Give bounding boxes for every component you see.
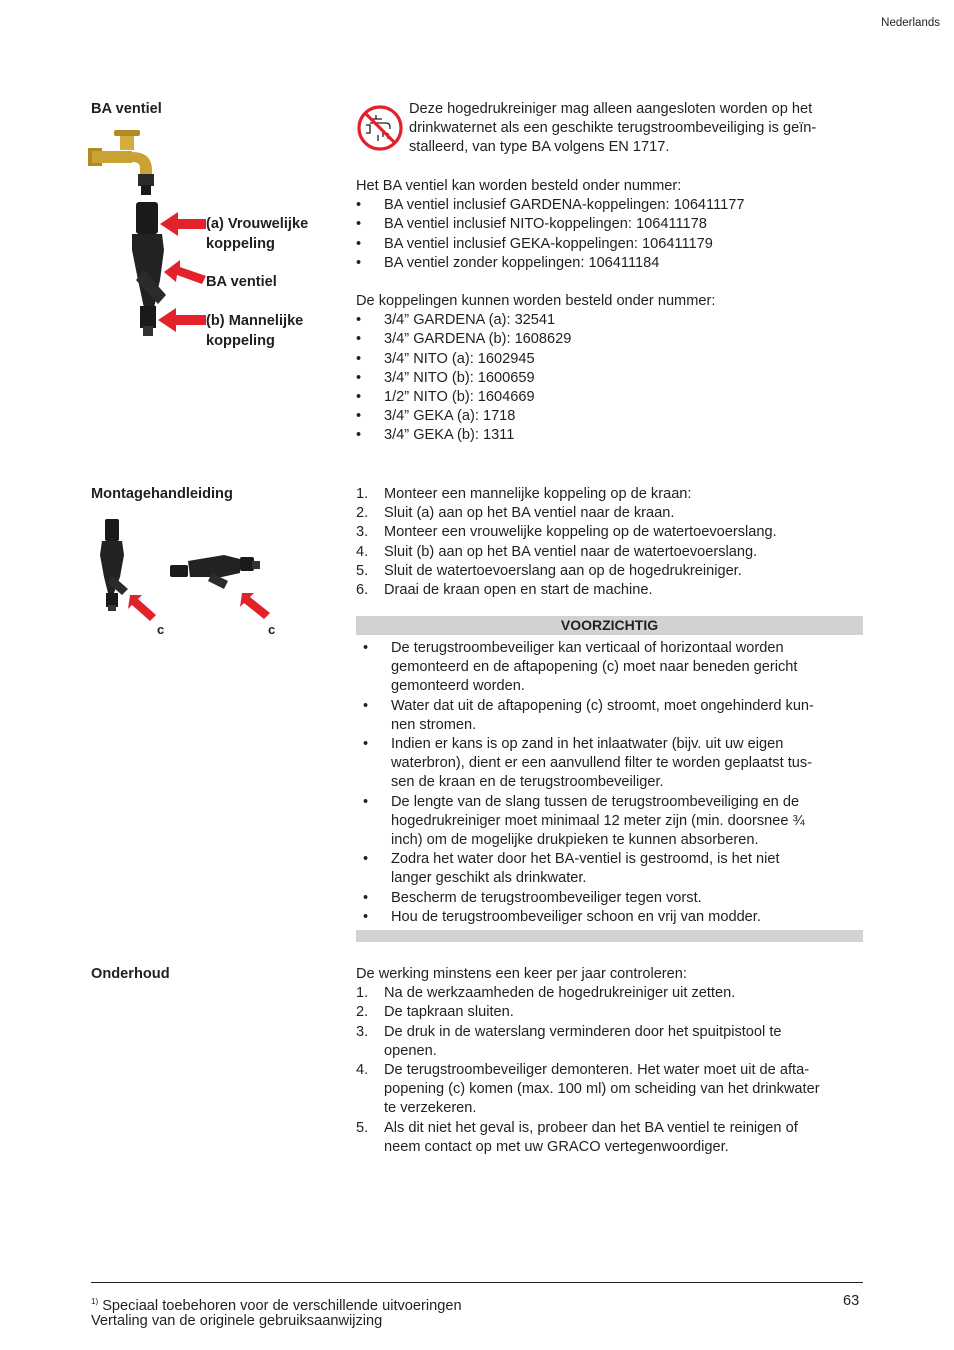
order-list <box>356 196 863 273</box>
footer-divider <box>91 1282 863 1283</box>
arrow-icons <box>128 593 270 621</box>
list-item: • BA ventiel zonder koppelingen: 106411184 <box>356 254 863 273</box>
maintenance-intro: De werking minstens een keer per jaar controleren: <box>356 966 687 982</box>
footnote: $^{1)}$ Speciaal toebehoren voor de verschillende uitvoeringen <box>91 1297 462 1314</box>
list-item: • 3/4” NITO (a): 1602945 <box>356 350 863 369</box>
list-item: • De terugstroombeveiliger kan verticaal of horizontaal worden gemonteerd en de aftapopening (c) moet naar beneden gericht gemonteerd worden. <box>363 639 863 697</box>
caution-footer-band <box>356 930 863 942</box>
vertical-valve-icon <box>100 519 128 611</box>
list-item: • Zodra het water door het BA-ventiel is gestroomd, is het niet langer geschikt als drinkwater. <box>363 850 863 888</box>
list-item: • De lengte van de slang tussen de terugstroombeveiliging en de hogedrukreiniger moet minimaal 12 meter zijn (min. doorsnee ¾ inch) om de mogelijke drukpieken te kunnen absorberen. <box>363 793 863 851</box>
list-item: 1. Na de werkzaamheden de hogedrukreiniger uit zetten. <box>356 985 736 1002</box>
list-item: • 3/4” GEKA (b): 1311 <box>356 426 863 445</box>
translation-note: Vertaling van de originele gebruiksaanwijzing <box>91 1313 383 1329</box>
label-ba-valve: BA ventiel <box>206 274 277 290</box>
maintenance-block <box>356 965 863 1157</box>
list-item: 4. Sluit (b) aan op het BA ventiel naar de watertoevoerslang. <box>356 543 758 560</box>
section-title-ba-ventiel: BA ventiel <box>91 101 162 117</box>
list-item: • 3/4” NITO (b): 1600659 <box>356 369 863 388</box>
list-item: • Bescherm de terugstroombeveiliger tegen vorst. <box>363 889 863 908</box>
caution-heading: VOORZICHTIG <box>356 616 863 635</box>
label-c-left: c <box>157 622 165 637</box>
order-intro: Het BA ventiel kan worden besteld onder nummer: <box>356 178 682 194</box>
section-title-onderhoud: Onderhoud <box>91 966 170 982</box>
list-item: 2. Sluit (a) aan op het BA ventiel naar de kraan. <box>356 505 675 522</box>
couplings-intro: De koppelingen kunnen worden besteld onder nummer: <box>356 293 716 309</box>
list-item: 2. De tapkraan sluiten. <box>356 1004 514 1021</box>
no-tap-connection-icon <box>356 101 404 153</box>
list-item: 5. Als dit niet het geval is, probeer dan het BA ventiel te reinigen of neem contact op met uw GRACO vertegenwoordiger. <box>356 1119 798 1155</box>
list-item: • BA ventiel inclusief GEKA-koppelingen: 106411179 <box>356 235 863 254</box>
list-item: 3. Monteer een vrouwelijke koppeling op de watertoevoerslang. <box>356 524 777 541</box>
maintenance-list <box>356 984 863 1157</box>
label-female-coupling: (a) Vrouwelijke koppeling <box>206 216 309 252</box>
ba-valve-figure <box>88 130 213 345</box>
list-item: • Water dat uit de aftapopening (c) stroomt, moet ongehinderd kun- nen stromen. <box>363 697 863 735</box>
tap-icon <box>88 130 154 195</box>
list-item: • 1/2” NITO (b): 1604669 <box>356 388 863 407</box>
section-title-montage: Montagehandleiding <box>91 486 233 502</box>
list-item: • Hou de terugstroombeveiliger schoon en vrij van modder. <box>363 908 863 927</box>
assembly-steps <box>356 485 863 600</box>
page-language: Nederlands <box>881 17 940 29</box>
list-item: • 3/4” GARDENA (a): 32541 <box>356 311 863 330</box>
warning-text: Deze hogedrukreiniger mag alleen aangesloten worden op het drinkwaternet als een geschikte terugstroombeveiliging is geïn- stalleerd, van type BA volgens EN 1717. <box>409 101 817 156</box>
caution-list-container <box>363 639 863 927</box>
list-item: 3. De druk in de waterslang verminderen door het spuitpistool te openen. <box>356 1023 782 1059</box>
list-item: 5. Sluit de watertoevoerslang aan op de hogedrukreiniger. <box>356 562 742 579</box>
list-item: 4. De terugstroombeveiliger demonteren. Het water moet uit de afta- popening (c) komen (max. 100 ml) om scheiding van het drinkwater te verzekeren. <box>356 1062 820 1117</box>
list-item: • 3/4” GARDENA (b): 1608629 <box>356 330 863 349</box>
list-item: • Indien er kans is op zand in het inlaatwater (bijv. uit uw eigen waterbron), dient er een aanvullend filter te worden geplaatst tus- sen de kraan en de terugstroombeveiliger. <box>363 735 863 793</box>
label-c-right: c <box>268 622 276 637</box>
label-male-coupling: (b) Mannelijke koppeling <box>206 313 304 349</box>
order-block <box>356 177 863 273</box>
couplings-list <box>356 311 863 445</box>
list-item: • BA ventiel inclusief GARDENA-koppelingen: 106411177 <box>356 196 863 215</box>
list-item: 1. Monteer een mannelijke koppeling op de kraan: <box>356 486 692 502</box>
assembly-list <box>356 485 863 600</box>
horizontal-valve-icon <box>170 555 260 589</box>
valve-body-icon <box>132 202 166 336</box>
list-item: 6. Draai de kraan open en start de machine. <box>356 582 653 599</box>
list-item: • BA ventiel inclusief NITO-koppelingen: 106411178 <box>356 215 863 234</box>
list-item: • 3/4” GEKA (a): 1718 <box>356 407 863 426</box>
caution-list <box>363 639 863 927</box>
arrow-icons <box>158 212 206 332</box>
mounting-orientation-figure <box>94 515 284 625</box>
page-number: 63 <box>843 1293 860 1309</box>
couplings-block <box>356 292 863 446</box>
